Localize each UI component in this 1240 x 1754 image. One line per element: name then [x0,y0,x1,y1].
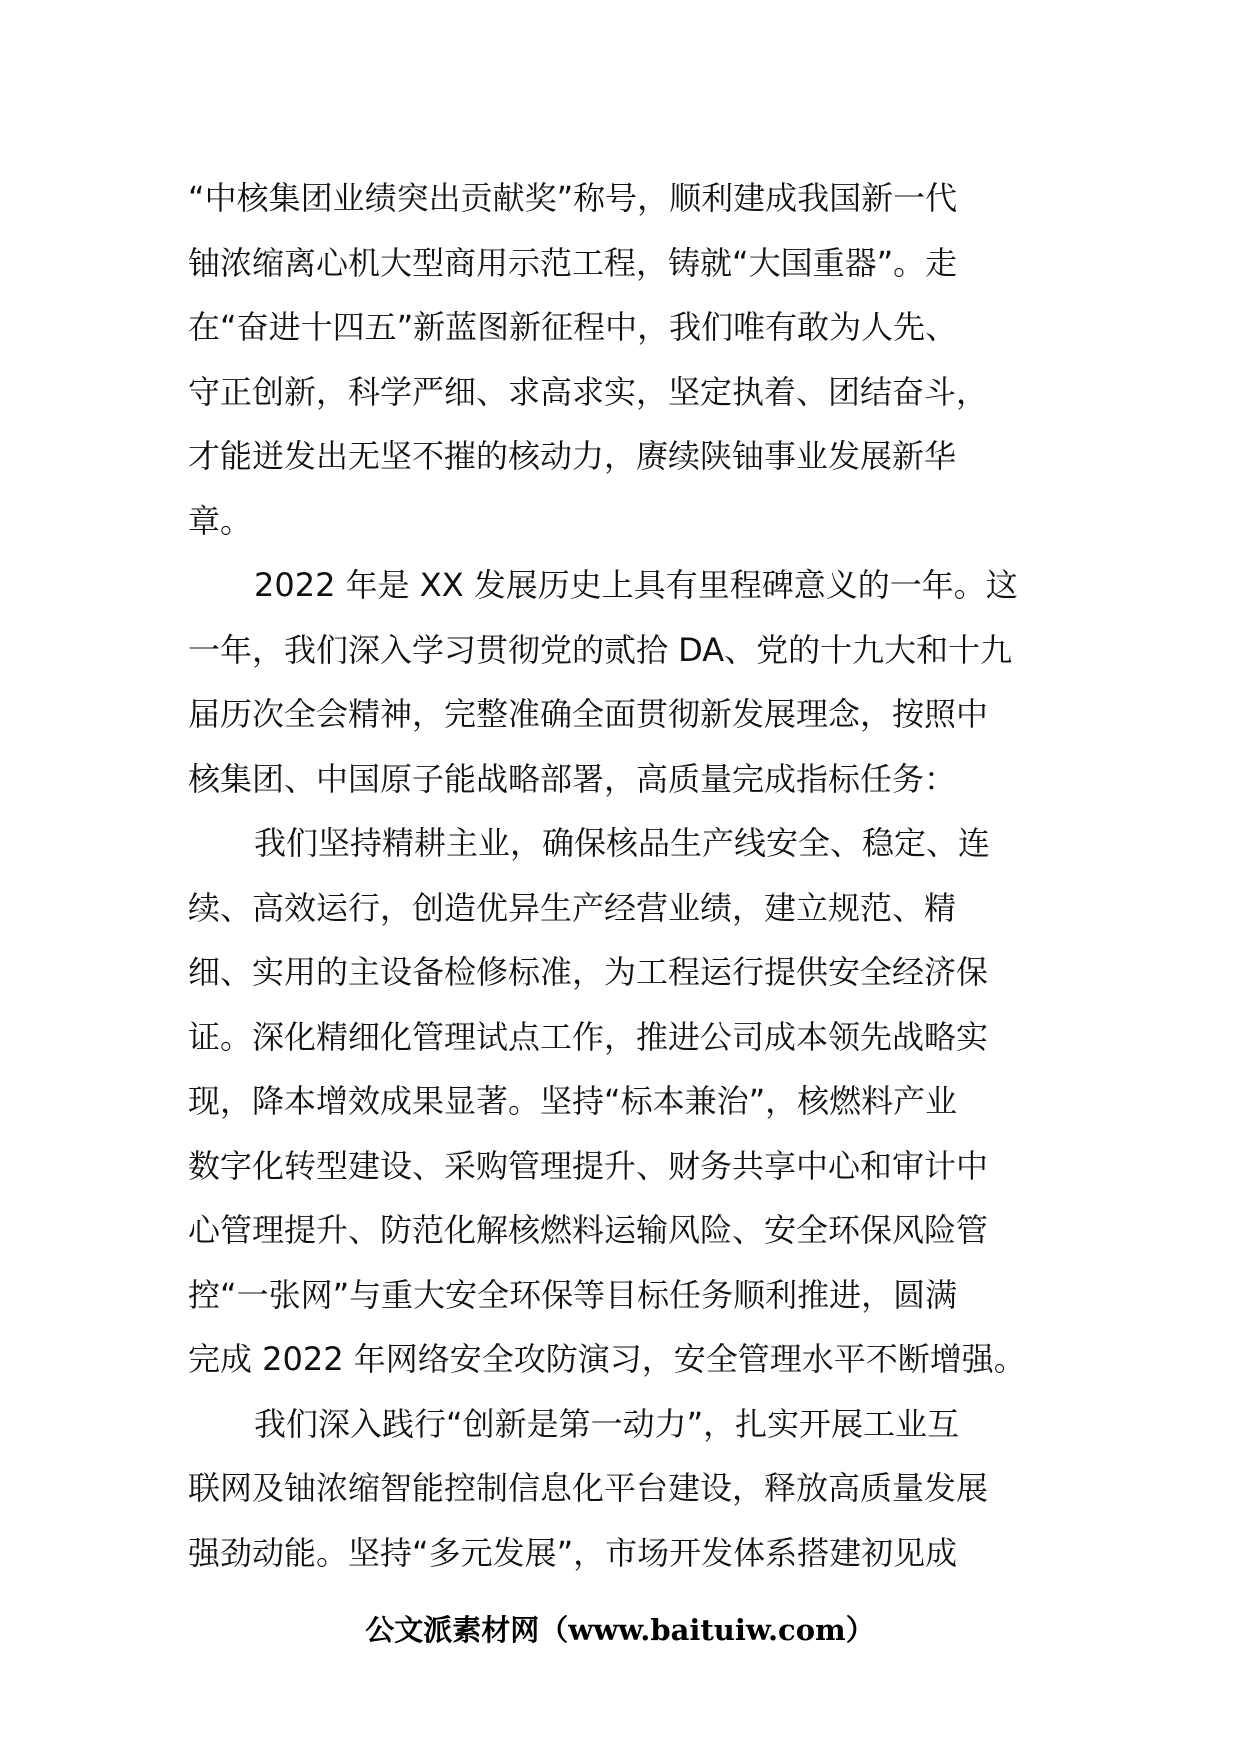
paragraph-line: 联网及铀浓缩智能控制信息化平台建设，释放高质量发展 [188,1469,989,1507]
paragraph-line: 铀浓缩离心机大型商用示范工程，铸就“大国重器”。走 [188,243,958,282]
paragraph-line: 在“奋进十四五”新蓝图新征程中，我们唯有敢为人先、 [188,308,958,346]
paragraph-line: 心管理提升、防范化解核燃料运输风险、安全环保风险管 [188,1211,989,1249]
footer-watermark-text: 公文派素材网（www.baituiw.com） [365,1613,875,1647]
paragraph-line: 证。深化精细化管理试点工作，推进公司成本领先战略实 [188,1017,989,1056]
paragraph-3 [188,811,1056,1392]
paragraph-line: 数字化转型建设、采购管理提升、财务共享中心和审计中 [188,1146,989,1185]
paragraph-line: 控“一张网”与重大安全环保等目标任务顺利推进，圆满 [188,1275,958,1314]
paragraph-line: 一年，我们深入学习贯彻党的贰拾 DA、党的十九大和十九 [188,630,1013,669]
paragraph-line: 现，降本增效成果显著。坚持“标本兼治”，核燃料产业 [188,1082,958,1120]
paragraph-line: “中核集团业绩突出贡献奖”称号，顺利建成我国新一代 [188,179,958,217]
paragraph-line: 核集团、中国原子能战略部署，高质量完成指标任务： [188,759,957,798]
paragraph-1 [188,166,1056,553]
paragraph-line: 章。 [188,501,253,540]
paragraph-line: 守正创新，科学严细、求高求实，坚定执着、团结奋斗， [188,372,989,411]
paragraph-line: 细、实用的主设备检修标准，为工程运行提供安全经济保 [188,953,989,991]
document-body [188,166,1056,1585]
paragraph-line: 才能迸发出无坚不摧的核动力，赓续陕铀事业发展新华 [188,437,957,475]
paragraph-line: 届历次全会精神，完整准确全面贯彻新发展理念，按照中 [188,695,989,733]
paragraph-line: 我们深入践行“创新是第一动力”，扎实开展工业互 [254,1404,960,1443]
paragraph-line: 完成 2022 年网络安全攻防演习，安全管理水平不断增强。 [188,1340,1026,1378]
paragraph-line: 2022 年是 XX 发展历史上具有里程碑意义的一年。这 [254,566,1018,604]
paragraph-2 [188,553,1056,811]
paragraph-line: 强劲动能。坚持“多元发展”，市场开发体系搭建初见成 [188,1533,958,1572]
paragraph-4 [188,1392,1056,1586]
paragraph-line: 我们坚持精耕主业，确保核品生产线安全、稳定、连 [254,824,991,862]
paragraph-line: 续、高效运行，创造优异生产经营业绩，建立规范、精 [188,888,957,927]
